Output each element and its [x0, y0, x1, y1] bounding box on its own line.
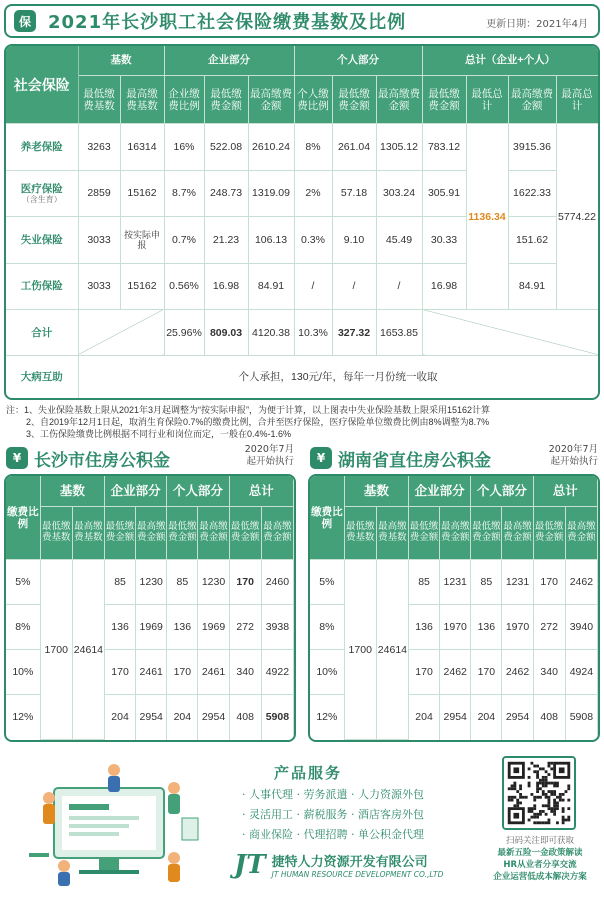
col-header: 最高缴费金额: [136, 507, 167, 560]
footnotes: [6, 404, 600, 440]
group-header-base: 基数: [40, 476, 104, 507]
col-header: 最低总计: [466, 76, 508, 124]
page-title: 2021年长沙职工社会保险缴费基数及比例: [48, 12, 407, 33]
table-cell: 136: [471, 605, 502, 650]
fund-effective-date: 2020年7月 起开始执行: [548, 444, 598, 467]
table-cell: 408: [229, 695, 261, 740]
table-cell: 1970: [502, 605, 533, 650]
hunan-housing-fund-panel: [308, 444, 600, 744]
table-cell: 57.18: [332, 170, 376, 216]
table-cell: 21.23: [204, 217, 248, 263]
table-cell: /: [294, 263, 332, 309]
group-header-company: 企业部分: [164, 46, 294, 76]
table-cell: 170: [229, 560, 261, 605]
col-header: 最低缴费金额: [533, 507, 565, 560]
table-cell: 3033: [78, 217, 120, 263]
table-cell: 2610.24: [248, 124, 294, 170]
ratio-cell: 8%: [310, 605, 344, 650]
col-header: 最高缴费金额: [508, 76, 556, 124]
table-cell: 522.08: [204, 124, 248, 170]
table-cell: 170: [471, 650, 502, 695]
group-header-company: 企业部分: [104, 476, 166, 507]
col-header: 最低缴费金额: [408, 507, 439, 560]
min-base-cell: 1700: [40, 560, 72, 740]
table-cell: 85: [167, 560, 198, 605]
table-cell: 1970: [440, 605, 471, 650]
table-cell: 2461: [198, 650, 229, 695]
table-cell: 4120.38: [248, 309, 294, 355]
table-row: [6, 124, 598, 170]
table-cell: 1305.12: [376, 124, 422, 170]
table-cell: 25.96%: [164, 309, 204, 355]
group-header-personal: 个人部分: [471, 476, 533, 507]
col-header: 最高缴费金额: [440, 507, 471, 560]
company-name: 捷特人力资源开发有限公司: [271, 855, 428, 870]
table-row: [6, 560, 294, 605]
table-row: [6, 356, 598, 398]
table-cell: 340: [229, 650, 261, 695]
max-base-cell: 24614: [72, 560, 104, 740]
table-cell: 16.98: [422, 263, 466, 309]
table-cell: 204: [408, 695, 439, 740]
table-cell: 136: [408, 605, 439, 650]
col-header: 最低缴费基数: [40, 507, 72, 560]
col-header: 最低缴费金额: [471, 507, 502, 560]
group-header-total: 总计（企业+个人）: [422, 46, 598, 76]
insurance-badge-icon: 保: [14, 10, 36, 32]
footer: [4, 750, 600, 896]
table-cell: 8%: [294, 124, 332, 170]
row-label: 工伤保险: [6, 263, 78, 309]
table-cell: 85: [408, 560, 439, 605]
min-total-sum: 1136.34: [466, 124, 508, 309]
col-header: 个人缴费比例: [294, 76, 332, 124]
col-header: 最高缴费金额: [376, 76, 422, 124]
table-cell: 170: [533, 560, 565, 605]
table-cell: 16.98: [204, 263, 248, 309]
table-cell: 2462: [565, 560, 597, 605]
table-cell: 10.3%: [294, 309, 332, 355]
col-header: 最低缴费金额: [167, 507, 198, 560]
office-illustration-icon: [24, 758, 204, 888]
footnote: 注：1、失业保险基数上限从2021年3月起调整为“按实际申报”，为便于计算，以上图表中失业保险基数上限采用15162计算: [6, 405, 491, 415]
table-cell: 204: [104, 695, 135, 740]
table-cell: 1231: [502, 560, 533, 605]
table-cell: 1231: [440, 560, 471, 605]
footnote: 2、自2019年12月1日起，取消生育保险0.7%的缴费比例，合并至医疗保险，医疗保险单位缴费比例由8%调整为8.7%: [26, 417, 490, 427]
table-cell: 809.03: [204, 309, 248, 355]
table-cell: 170: [104, 650, 135, 695]
col-header: 企业缴费比例: [164, 76, 204, 124]
row-label: 合计: [6, 309, 78, 355]
table-cell: 9.10: [332, 217, 376, 263]
table-cell: 1319.09: [248, 170, 294, 216]
table-cell: 按实际申报: [120, 217, 164, 263]
row-label: 大病互助: [6, 356, 78, 398]
table-cell: 84.91: [508, 263, 556, 309]
table-cell: 3033: [78, 263, 120, 309]
table-row-total: [6, 309, 598, 355]
qr-line: HR从业者分享交流: [503, 860, 577, 870]
row-label: 养老保险: [6, 124, 78, 170]
table-cell: 106.13: [248, 217, 294, 263]
group-header-base: 基数: [344, 476, 408, 507]
table-cell: 272: [533, 605, 565, 650]
jt-logo-icon: JT: [234, 850, 266, 880]
table-cell: 136: [167, 605, 198, 650]
max-total-sum: 5774.22: [556, 124, 598, 309]
table-cell: 3263: [78, 124, 120, 170]
group-header-base: 基数: [78, 46, 164, 76]
table-cell: 327.32: [332, 309, 376, 355]
table-cell: 2954: [440, 695, 471, 740]
table-cell: 2954: [136, 695, 167, 740]
table-cell: 1230: [198, 560, 229, 605]
table-cell: 1969: [136, 605, 167, 650]
company-logo: [234, 850, 443, 880]
yuan-icon: ¥: [6, 447, 28, 469]
ratio-cell: 10%: [6, 650, 40, 695]
fund-table: [4, 474, 296, 742]
table-corner-header: 缴费比例: [6, 476, 40, 560]
col-header: 最高缴费金额: [565, 507, 597, 560]
table-cell: 204: [167, 695, 198, 740]
table-cell: 2461: [136, 650, 167, 695]
changsha-housing-fund-panel: [4, 444, 296, 744]
table-cell: 1230: [136, 560, 167, 605]
table-cell: 204: [471, 695, 502, 740]
table-cell: 1969: [198, 605, 229, 650]
ratio-cell: 5%: [310, 560, 344, 605]
qr-code-icon[interactable]: [502, 756, 576, 830]
col-header: 最高缴费金额: [261, 507, 293, 560]
col-header: 最高缴费基数: [120, 76, 164, 124]
ratio-cell: 10%: [310, 650, 344, 695]
table-cell: 84.91: [248, 263, 294, 309]
table-cell: 16314: [120, 124, 164, 170]
fund-effective-date: 2020年7月 起开始执行: [244, 444, 294, 467]
table-cell: 30.33: [422, 217, 466, 263]
service-line: · 人事代理 · 劳务派遣 · 人力资源外包: [242, 788, 424, 801]
table-cell: 0.56%: [164, 263, 204, 309]
table-cell: 3915.36: [508, 124, 556, 170]
table-cell: 85: [104, 560, 135, 605]
table-cell: 1622.33: [508, 170, 556, 216]
col-header: 最低缴费金额: [422, 76, 466, 124]
qr-line: 最新五险一金政策解读: [497, 848, 583, 858]
service-line: · 商业保险 · 代理招聘 · 单公积金代理: [242, 828, 424, 841]
min-base-cell: 1700: [344, 560, 376, 740]
qr-line: 企业运营低成本解决方案: [493, 872, 587, 882]
table-row: [6, 170, 598, 216]
table-cell: 2859: [78, 170, 120, 216]
table-cell: 个人承担，130元/年，每年一月份统一收取: [78, 356, 598, 398]
table-row: [310, 560, 598, 605]
col-header: 最低缴费基数: [78, 76, 120, 124]
services-title: 产品服务: [274, 764, 343, 782]
group-header-company: 企业部分: [408, 476, 470, 507]
table-cell: /: [332, 263, 376, 309]
social-insurance-table: [4, 44, 600, 400]
col-header: 最高缴费基数: [376, 507, 408, 560]
table-cell: 305.91: [422, 170, 466, 216]
table-cell: 4922: [261, 650, 293, 695]
company-name-en: JT HUMAN RESOURCE DEVELOPMENT CO.,LTD: [271, 870, 444, 879]
table-cell: 2462: [440, 650, 471, 695]
table-cell: 783.12: [422, 124, 466, 170]
col-header: 最低缴费金额: [204, 76, 248, 124]
table-cell: 151.62: [508, 217, 556, 263]
group-header-total: 总计: [533, 476, 597, 507]
qr-caption: 扫码关注即可获取: [505, 836, 574, 846]
table-cell: 2%: [294, 170, 332, 216]
table-cell: 15162: [120, 170, 164, 216]
row-label: 医疗保险 （含生育）: [6, 170, 78, 216]
fund-header: [308, 444, 600, 472]
col-header: 最高缴费金额: [502, 507, 533, 560]
update-date: 更新日期：2021年4月: [486, 19, 588, 30]
table-cell: 4924: [565, 650, 597, 695]
fund-title: 湖南省直住房公积金: [338, 450, 491, 471]
col-header: 最高缴费基数: [72, 507, 104, 560]
group-header-personal: 个人部分: [294, 46, 422, 76]
table-cell: 15162: [120, 263, 164, 309]
group-header-personal: 个人部分: [167, 476, 229, 507]
fund-table: [308, 474, 600, 742]
fund-title: 长沙市住房公积金: [34, 450, 170, 471]
col-header: 最低缴费金额: [229, 507, 261, 560]
table-cell: 248.73: [204, 170, 248, 216]
ratio-cell: 8%: [6, 605, 40, 650]
table-cell: 2954: [198, 695, 229, 740]
table-cell: 45.49: [376, 217, 422, 263]
table-cell: 2460: [261, 560, 293, 605]
empty-diagonal-cell: [422, 309, 598, 355]
table-cell: 136: [104, 605, 135, 650]
table-cell: 0.7%: [164, 217, 204, 263]
ratio-cell: 12%: [6, 695, 40, 740]
footnote: 3、工伤保险缴费比例根据不同行业和岗位而定，一般在0.4%-1.6%: [26, 429, 292, 439]
ratio-cell: 12%: [310, 695, 344, 740]
col-header: 最低缴费基数: [344, 507, 376, 560]
table-cell: 0.3%: [294, 217, 332, 263]
table-cell: 1653.85: [376, 309, 422, 355]
table-cell: 3940: [565, 605, 597, 650]
group-header-total: 总计: [229, 476, 293, 507]
row-label: 失业保险: [6, 217, 78, 263]
page-header: [4, 4, 600, 38]
table-cell: 170: [167, 650, 198, 695]
col-header: 最高缴费金额: [198, 507, 229, 560]
table-cell: 3938: [261, 605, 293, 650]
table-cell: 5908: [261, 695, 293, 740]
col-header: 最低缴费金额: [332, 76, 376, 124]
table-cell: 85: [471, 560, 502, 605]
table-row: [6, 263, 598, 309]
col-header: 最低缴费金额: [104, 507, 135, 560]
table-cell: 340: [533, 650, 565, 695]
table-cell: 303.24: [376, 170, 422, 216]
table-corner-header: 缴费比例: [310, 476, 344, 560]
col-header: 最高缴费金额: [248, 76, 294, 124]
empty-diagonal-cell: [78, 309, 164, 355]
table-cell: 2462: [502, 650, 533, 695]
table-cell: 8.7%: [164, 170, 204, 216]
table-cell: 261.04: [332, 124, 376, 170]
ratio-cell: 5%: [6, 560, 40, 605]
table-cell: 2954: [502, 695, 533, 740]
table-cell: 170: [408, 650, 439, 695]
table-cell: 5908: [565, 695, 597, 740]
table-cell: 16%: [164, 124, 204, 170]
table-corner-header: 社会保险: [6, 46, 78, 124]
fund-header: [4, 444, 296, 472]
table-cell: 408: [533, 695, 565, 740]
yuan-icon: ¥: [310, 447, 332, 469]
table-row: [6, 217, 598, 263]
col-header: 最高总计: [556, 76, 598, 124]
service-line: · 灵活用工 · 薪税服务 · 酒店客房外包: [242, 808, 424, 821]
max-base-cell: 24614: [376, 560, 408, 740]
table-cell: 272: [229, 605, 261, 650]
table-cell: /: [376, 263, 422, 309]
